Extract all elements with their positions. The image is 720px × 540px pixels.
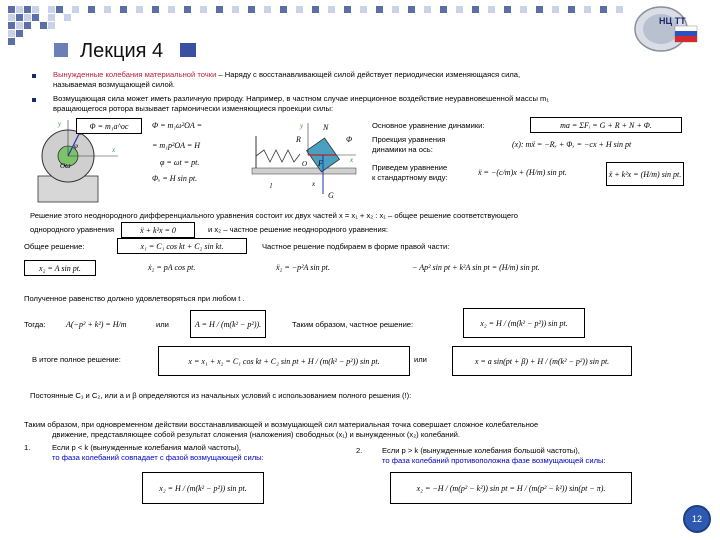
- general-label: Общее решение:: [24, 242, 85, 251]
- label-y: y: [300, 122, 304, 130]
- basic-eq-label: Основное уравнение динамики:: [372, 121, 485, 130]
- bullet: [32, 98, 36, 102]
- full-eq-2: x = a sin(pt + β) + H / (m(k² − p²)) sin pt.: [452, 346, 632, 376]
- proj-label-1: Проекция уравнения: [372, 135, 446, 144]
- label-Phi: Φ: [346, 135, 353, 144]
- phi-eq-4: Φₓ = H sin pt.: [152, 174, 198, 183]
- x2-dot-eq: ẋ₂ = pA cos pt.: [148, 263, 196, 272]
- label-x: x: [350, 156, 354, 164]
- phi-eq-1: Φ = m₁ω²OA =: [152, 121, 203, 130]
- solution-line-2b: и x₂ – частное решение неоднородного уравнения:: [208, 225, 388, 234]
- case2-number: 2.: [356, 446, 363, 455]
- title-icon-right: [180, 43, 196, 57]
- particular-result-label: Таким образом, частное решение:: [292, 320, 414, 329]
- case1-line-a: Если p < k (вынужденные колебания малой частоты),: [52, 443, 241, 452]
- solution-line-1: Решение этого неоднородного дифференциального уравнения состоит их двух частей x = x₁ + x₂ : x₁ – общее решение соответствующего: [30, 211, 518, 220]
- phi-eq-2: = m₁p²OA = H: [152, 141, 201, 150]
- logo-badge: [631, 4, 703, 54]
- case2-line-a: Если p > k (вынужденные колебания большой частоты),: [382, 446, 580, 455]
- std-label-1: Приведем уравнение: [372, 163, 448, 172]
- phi-vector-eq: Φ = m₁a^ос: [76, 118, 142, 134]
- page-number-badge: 12: [683, 505, 711, 533]
- spring-mass-figure: [248, 118, 360, 200]
- case2-eq: x₂ = −H / (m(p² − k²)) sin pt = H / (m(p² − k²)) sin(pt − π).: [390, 472, 632, 504]
- case1-line-b: то фаза колебаний совпадает с фазой возмущающей силы:: [52, 453, 264, 462]
- homog-eq: ẍ + k²x = 0: [121, 222, 195, 238]
- label-O: O: [60, 162, 66, 170]
- full-label: В итоге полное решение:: [32, 355, 121, 364]
- conclusion-line-1: Таким образом, при одновременном действии восстанавливающей и возмущающей сил материальная точка совершает сложное колебательное: [24, 420, 539, 429]
- intro-line-3: Возмущающая сила может иметь различную природу. Например, в частном случае инерционное воздействие неуравновешенной массы m₁: [53, 94, 549, 103]
- title-icon-left: [54, 43, 68, 57]
- general-eq: x₁ = C₁ cos kt + C₂ sin kt.: [117, 238, 247, 254]
- basic-eq: ma = ΣFᵢ = G + R + N + Φ.: [530, 117, 682, 133]
- std-eq: ẍ = −(c/m)x + (H/m) sin pt.: [478, 168, 567, 177]
- std-eq-box: ẍ + k²x = (H/m) sin pt.: [606, 162, 684, 186]
- std-label-2: к стандартному виду:: [372, 173, 448, 182]
- label-phi: φ: [74, 142, 78, 150]
- page-title: Лекция 4: [80, 40, 164, 62]
- label-y: y: [58, 120, 62, 128]
- particular-result-eq: x₂ = H / (m(k² − p²)) sin pt.: [463, 308, 585, 338]
- then-label: Тогда:: [24, 320, 46, 329]
- label-x: x: [112, 146, 116, 154]
- intro-line-1: Вынужденные колебания материальной точки – Наряду с восстанавливающей силой действует периодически изменяющаяся сила,: [53, 70, 521, 79]
- proj-eq: (x): mẍ = −Rₓ + Φₓ = −cx + H sin pt: [512, 140, 632, 149]
- phi-eq-3: φ = ωt = pt.: [160, 158, 200, 167]
- identity-note: Полученное равенство должно удовлетворяться при любом t .: [24, 294, 245, 303]
- A-eq-1: A(−p² + k²) = H/m: [66, 320, 127, 329]
- case1-eq: x₂ = H / (m(k² − p²)) sin pt.: [142, 472, 264, 504]
- or-label-1: или: [156, 320, 169, 329]
- A-eq-2: A = H / (m(k² − p²)).: [190, 310, 266, 338]
- label-F: F: [318, 159, 323, 168]
- particular-label: Частное решение подбираем в форме правой части:: [262, 242, 450, 251]
- label-G: G: [328, 191, 334, 200]
- proj-label-2: динамики на ось:: [372, 145, 433, 154]
- case1-number: 1.: [24, 443, 31, 452]
- solution-line-2a: однородного уравнения: [30, 225, 115, 234]
- logo-text: НЦ ТТ: [659, 16, 686, 26]
- label-l: l: [270, 182, 272, 190]
- bullet: [32, 74, 36, 78]
- intro-line-4: вращающегося ротора вызывает гармонически изменяющиеся проекции силы:: [53, 104, 334, 113]
- label-omega: ω: [65, 161, 71, 170]
- or-label-2: или: [414, 355, 427, 364]
- x2-ddot-eq: ẍ₂ = −p²A sin pt.: [276, 263, 330, 272]
- label-x-disp: x: [312, 180, 316, 188]
- label-R: R: [296, 135, 301, 144]
- conclusion-line-2: движение, представляющее собой результат сложения (наложения) свободных (x₁) и вынужденных (x₂) колебаний.: [52, 430, 461, 439]
- label-O: O: [302, 160, 308, 168]
- substituted-eq: − Ap² sin pt + k²A sin pt = (H/m) sin pt.: [412, 263, 540, 272]
- case2-line-b: то фаза колебаний противоположна фазе возмущающей силы:: [382, 456, 606, 465]
- constants-note: Постоянные C₁ и C₂, или a и β определяются из начальных условий с использованием полного решения (!):: [30, 391, 412, 400]
- x2-eq: x₂ = A sin pt.: [24, 260, 96, 276]
- label-N: N: [323, 123, 329, 132]
- intro-line-2: называемая возмущающей силой.: [53, 80, 176, 89]
- full-eq-1: x = x₁ + x₂ = C₁ cos kt + C₂ sin pt + H / (m(k² − p²)) sin pt.: [158, 346, 410, 376]
